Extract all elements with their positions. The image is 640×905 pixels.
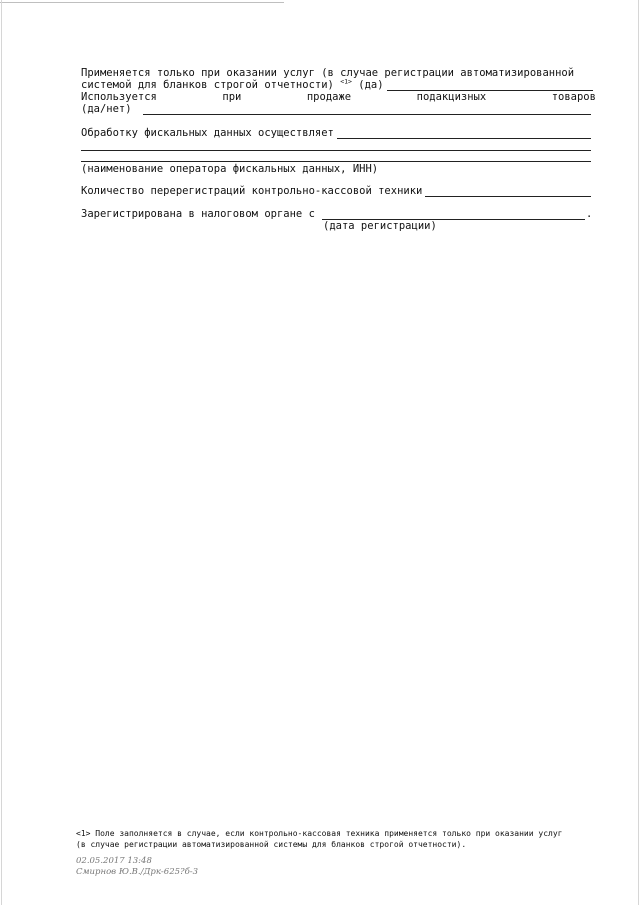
excise-word-3: продаже: [306, 91, 352, 103]
ofd-underline-1[interactable]: [337, 138, 591, 139]
services-line-1: Применяется только при оказании услуг (в случае регистрации автоматизированной: [81, 67, 575, 79]
print-stamp-date: 02.05.2017 13:48: [76, 856, 152, 866]
page-border-right: [638, 0, 639, 905]
excise-line: [81, 91, 596, 103]
rereg-label: Количество перерегистраций контрольно-кассовой техники: [81, 185, 423, 197]
footnote-ref: <1>: [340, 77, 352, 86]
rereg-underline[interactable]: [425, 196, 591, 197]
ofd-underline-2[interactable]: [81, 150, 591, 151]
page-border-top: [0, 2, 284, 3]
excise-word-1: Используется: [81, 91, 157, 103]
page-border-left: [1, 0, 2, 905]
ofd-label: Обработку фискальных данных осуществляет: [81, 127, 334, 139]
footnote-line-1: <1> Поле заполняется в случае, если контрольно-кассовая техника применяется только при оказании услуг: [76, 829, 563, 838]
excise-word-4: подакцизных: [416, 91, 487, 103]
registered-caption: (дата регистрации): [323, 220, 437, 232]
services-value: (да): [358, 79, 384, 91]
excise-word-5: товаров: [551, 91, 596, 103]
excise-hint: (да/нет): [81, 103, 132, 115]
print-stamp-user: Смирнов Ю.В./Дрк-625?б-3: [76, 867, 199, 877]
ofd-caption: (наименование оператора фискальных данных, ИНН): [81, 163, 379, 175]
excise-underline[interactable]: [143, 114, 591, 115]
ofd-underline-3[interactable]: [81, 161, 591, 162]
registered-end: .: [586, 208, 593, 220]
services-line-2-text: системой для бланков строгой отчетности): [81, 79, 334, 91]
registered-label: Зарегистрирована в налоговом органе с: [81, 208, 315, 220]
excise-word-2: при: [222, 91, 242, 103]
services-line-2: [81, 79, 384, 91]
footnote-line-2: (в случае регистрации автоматизированной системы для бланков строгой отчетности).: [76, 840, 467, 849]
